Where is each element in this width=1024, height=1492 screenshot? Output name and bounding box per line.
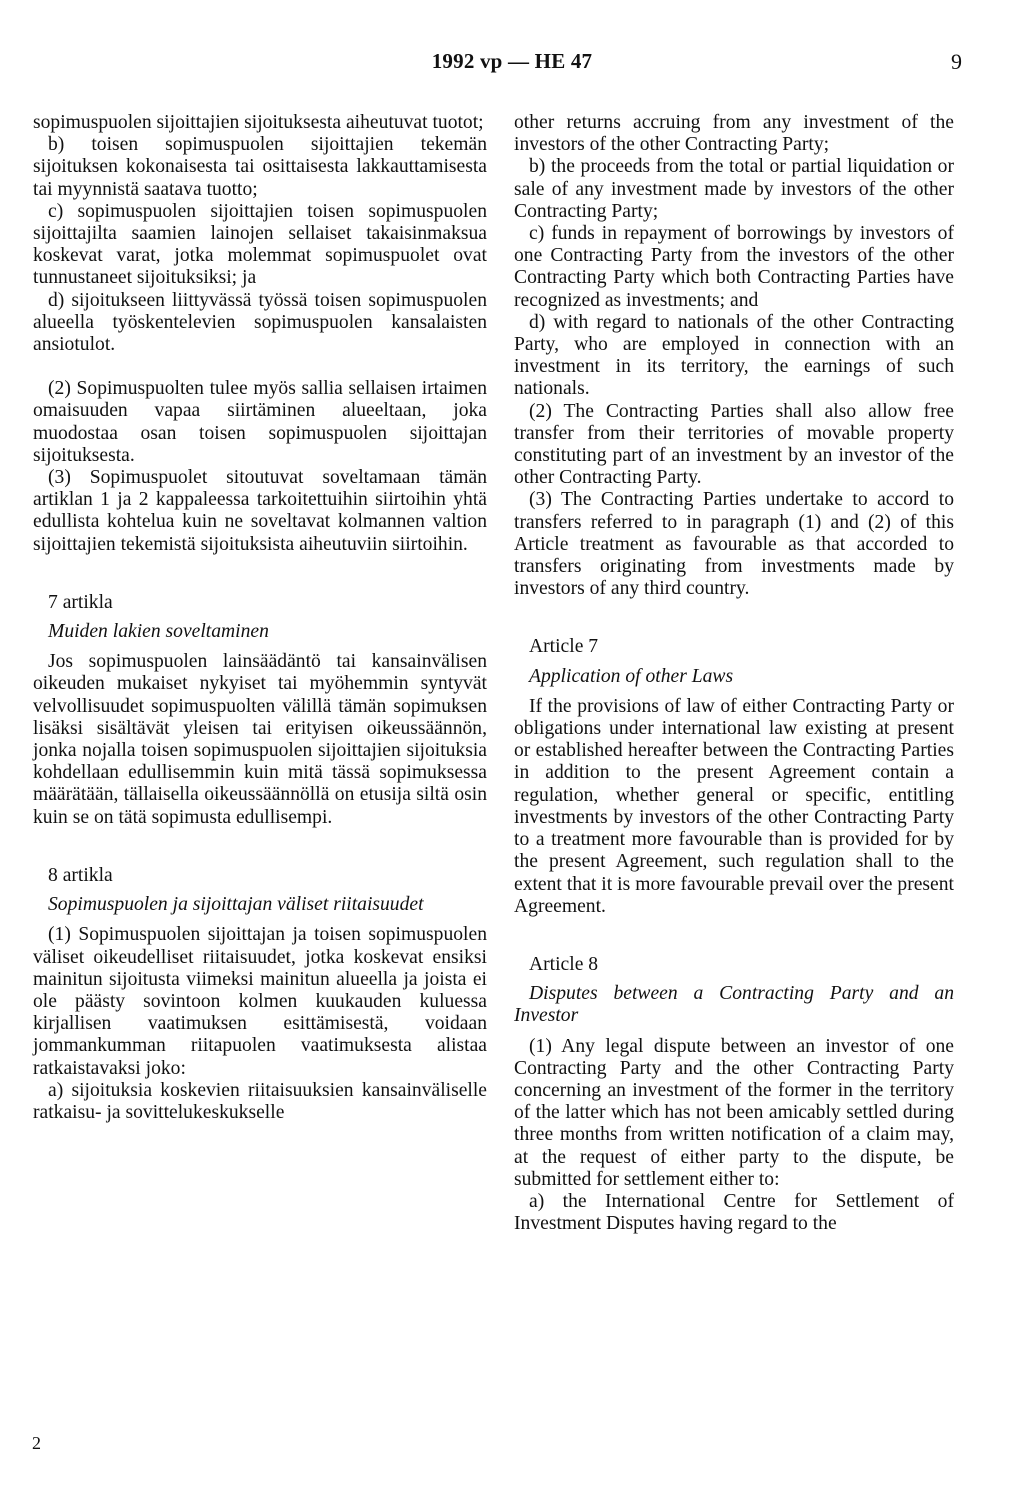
paragraph: If the provisions of law of either Contracting Party or obligations under international law existing at present or established hereafter between the Contracting Parties in addition to the present Agreement contain a regulation, whether general or specific, entitling investments by investors of the other Contracting Party to a treatment more favourable than is provided for by the present Agreement, such regulation shall to the extent that it is more favourable prevail over the present Agreement. (514, 695, 954, 917)
paragraph: a) the International Centre for Settlement of Investment Disputes having regard to the (514, 1190, 954, 1235)
sheet-number: 2 (32, 1433, 41, 1453)
paragraph: (1) Sopimuspuolen sijoittajan ja toisen sopimuspuolen väliset oikeudelliset riitaisuudet, jotka koskevat ensiksi mainitun sijoitusta viimeksi mainitun alueella ja joista ei ole päästy sovintoon kolmen kuukauden kuluessa kirjallisen vaatimuksen esittämisestä, voidaan jommankumman riitapuolen vaatimuksesta alistaa ratkaistavaksi joko: (33, 924, 487, 1079)
paragraph: sopimuspuolen sijoittajien sijoituksesta aiheutuvat tuotot; (33, 112, 484, 133)
article-number: 7 artikla (48, 591, 113, 613)
article-7-heading (514, 636, 954, 687)
paragraph: (2) Sopimuspuolten tulee myös sallia sellaisen irtaimen omaisuuden vapaa siirtäminen alueeltaan, joka muodostaa osan toisen sopimuspuolen sijoittajan sijoituksesta. (33, 378, 487, 466)
article-title: Sopimuspuolen ja sijoittajan väliset riitaisuudet (48, 894, 424, 916)
article-number: Article 7 (529, 636, 599, 658)
paragraph: b) the proceeds from the total or partial liquidation or sale of any investment made by investors of the other Contracting Party; (514, 156, 954, 222)
article-8-heading (33, 865, 487, 916)
paragraph: (3) Sopimuspuolet sitoutuvat soveltamaan tämän artiklan 1 ja 2 kappaleessa tarkoitettuihin siirtoihin yhtä edullista kohtelua kuin ne soveltavat kolmannen valtion sijoittajien tekemistä sijoituksista aiheutuviin siirtoihin. (33, 467, 487, 555)
article-title: Disputes between a Contracting Party and an Investor (514, 983, 954, 1027)
paragraph: c) funds in repayment of borrowings by investors of one Contracting Party from the investors of the other Contracting Party which both Contracting Parties have recognized as investments; and (514, 223, 954, 311)
paragraph: d) with regard to nationals of the other Contracting Party, who are employed in connection with an investment in its territory, the earnings of such nationals. (514, 311, 954, 400)
paragraph: other returns accruing from any investment of the investors of the other Contracting Party; (514, 112, 954, 156)
running-head: 1992 vp — HE 47 (431, 49, 593, 73)
paragraph: b) toisen sopimuspuolen sijoittajien tekemän sijoituksen kokonaisesta tai osittaisesta lakkauttamisesta tai myynnistä saatava tuotto; (33, 134, 487, 200)
article-8-heading (514, 954, 954, 1028)
article-number: Article 8 (529, 953, 599, 975)
finnish-column (33, 112, 487, 1124)
paragraph: c) sopimuspuolen sijoittajien toisen sopimuspuolen sijoittajilta saamien lainojen sellaiset takaisinmaksua koskevat varat, jotka molemmat sopimuspuolet ovat tunnustaneet sijoituksiksi; ja (33, 200, 487, 289)
article-title: Muiden lakien soveltaminen (48, 621, 269, 643)
article-7-heading (33, 592, 487, 643)
article-title: Application of other Laws (529, 665, 734, 687)
english-column (514, 112, 954, 1235)
paragraph: (1) Any legal dispute between an investor of one Contracting Party and the other Contracting Party concerning an investment of the former in the territory of the latter which has not been amicably settled during three months from written notification of a claim may, at the request of either party to the dispute, be submitted for settlement either to: (514, 1035, 954, 1190)
page-number: 9 (951, 49, 962, 74)
paragraph: Jos sopimuspuolen lainsäädäntö tai kansainvälisen oikeuden mukaiset nykyiset tai myöhemmin syntyvät velvollisuudet sopimuspuolten välillä tämän sopimuksen lisäksi sisältävät yleisen tai erityisen oikeussäännön, jonka nojalla toisen sopimuspuolen sijoittajien sijoituksia kohdellaan edullisemmin kuin mitä tässä sopimuksessa määrätään, tällaisella oikeussäännöllä on etusija siltä osin kuin se on tätä sopimusta edullisempi. (33, 651, 487, 828)
article-number: 8 artikla (48, 864, 113, 886)
paragraph: d) sijoitukseen liittyvässä työssä toisen sopimuspuolen alueella työskentelevien sopimuspuolen kansalaisten ansiotulot. (33, 289, 487, 356)
paragraph: (3) The Contracting Parties undertake to accord to transfers referred to in paragraph (1) and (2) of this Article treatment as favourable as that accorded to transfers originating from investments made by investors of any third country. (514, 489, 954, 600)
paragraph: a) sijoituksia koskevien riitaisuuksien kansainväliselle ratkaisu- ja sovittelukeskukselle (33, 1079, 487, 1123)
paragraph: (2) The Contracting Parties shall also allow free transfer from their territories of movable property constituting part of an investment by an investor of the other Contracting Party. (514, 400, 954, 489)
